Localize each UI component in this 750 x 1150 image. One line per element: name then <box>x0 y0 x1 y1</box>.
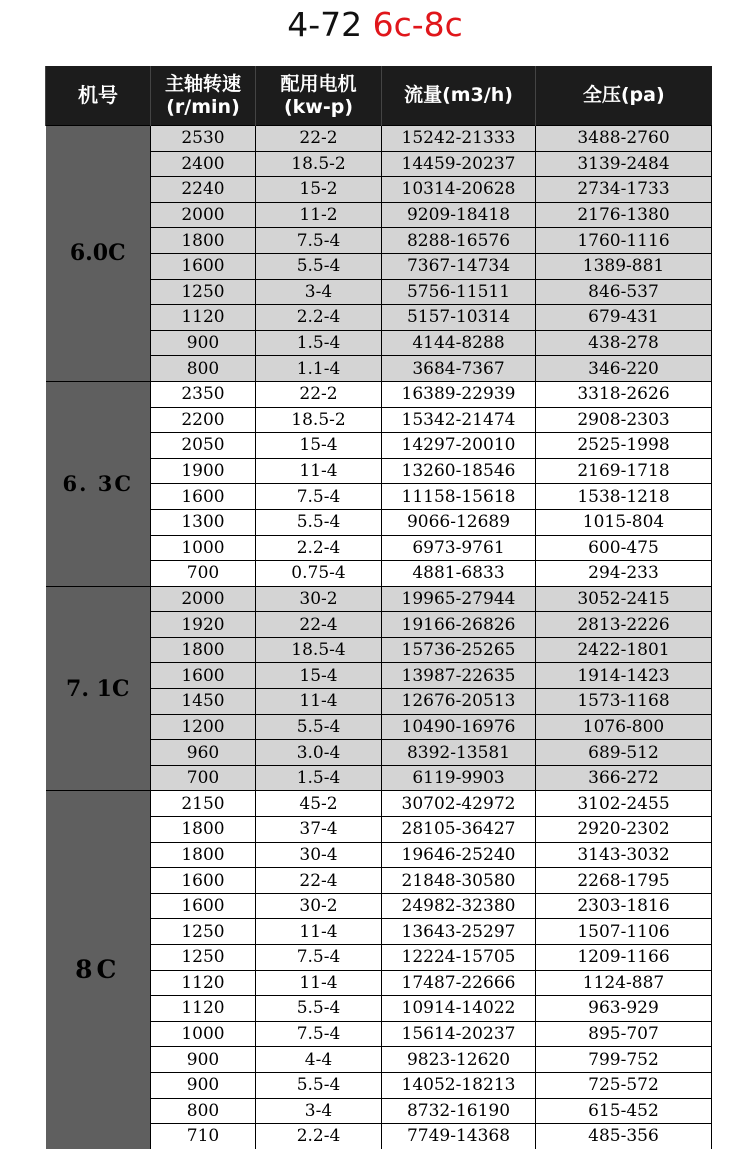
flow-cell: 5157-10314 <box>382 305 536 331</box>
title-range: 6c-8c <box>372 5 463 44</box>
motor-cell: 18.5-2 <box>256 407 382 433</box>
pressure-cell: 3318-2626 <box>536 381 712 407</box>
speed-cell: 800 <box>151 1098 256 1124</box>
motor-cell: 7.5-4 <box>256 945 382 971</box>
pressure-cell: 438-278 <box>536 330 712 356</box>
speed-cell: 2000 <box>151 202 256 228</box>
speed-cell: 2050 <box>151 433 256 459</box>
flow-cell: 16389-22939 <box>382 381 536 407</box>
machine-number-cell: 7. 1C <box>46 586 151 791</box>
pressure-cell: 846-537 <box>536 279 712 305</box>
flow-cell: 24982-32380 <box>382 893 536 919</box>
flow-cell: 19646-25240 <box>382 842 536 868</box>
pressure-cell: 1538-1218 <box>536 484 712 510</box>
speed-cell: 1120 <box>151 996 256 1022</box>
header-speed-unit: (r/min) <box>166 95 240 118</box>
speed-cell: 2400 <box>151 151 256 177</box>
header-motor-label: 配用电机 <box>280 72 357 95</box>
motor-cell: 11-4 <box>256 919 382 945</box>
motor-cell: 15-4 <box>256 433 382 459</box>
pressure-cell: 2176-1380 <box>536 202 712 228</box>
flow-cell: 10490-16976 <box>382 714 536 740</box>
motor-cell: 5.5-4 <box>256 714 382 740</box>
motor-cell: 45-2 <box>256 791 382 817</box>
speed-cell: 1600 <box>151 484 256 510</box>
flow-cell: 12224-15705 <box>382 945 536 971</box>
flow-cell: 19166-26826 <box>382 612 536 638</box>
motor-cell: 5.5-4 <box>256 996 382 1022</box>
pressure-cell: 2525-1998 <box>536 433 712 459</box>
speed-cell: 2350 <box>151 381 256 407</box>
flow-cell: 6973-9761 <box>382 535 536 561</box>
header-motor-unit: (kw-p) <box>283 95 354 118</box>
motor-cell: 1.5-4 <box>256 765 382 791</box>
speed-cell: 1450 <box>151 689 256 715</box>
flow-cell: 13260-18546 <box>382 458 536 484</box>
pressure-cell: 725-572 <box>536 1072 712 1098</box>
speed-cell: 2240 <box>151 177 256 203</box>
motor-cell: 2.2-4 <box>256 535 382 561</box>
speed-cell: 1600 <box>151 253 256 279</box>
flow-cell: 15614-20237 <box>382 1021 536 1047</box>
motor-cell: 7.5-4 <box>256 484 382 510</box>
motor-cell: 11-2 <box>256 202 382 228</box>
machine-number-cell: 6.0C <box>46 126 151 382</box>
motor-cell: 1.5-4 <box>256 330 382 356</box>
table-row <box>46 381 712 407</box>
pressure-cell: 3102-2455 <box>536 791 712 817</box>
header-motor <box>256 66 382 126</box>
motor-cell: 5.5-4 <box>256 1072 382 1098</box>
header-flow: 流量(m3/h) <box>382 66 536 126</box>
flow-cell: 12676-20513 <box>382 689 536 715</box>
motor-cell: 30-2 <box>256 586 382 612</box>
flow-cell: 6119-9903 <box>382 765 536 791</box>
pressure-cell: 1015-804 <box>536 509 712 535</box>
flow-cell: 8732-16190 <box>382 1098 536 1124</box>
table-row <box>46 586 712 612</box>
table-row <box>46 791 712 817</box>
flow-cell: 15242-21333 <box>382 126 536 152</box>
motor-cell: 15-4 <box>256 663 382 689</box>
pressure-cell: 689-512 <box>536 740 712 766</box>
speed-cell: 900 <box>151 1072 256 1098</box>
speed-cell: 2530 <box>151 126 256 152</box>
motor-cell: 22-2 <box>256 381 382 407</box>
header-speed-label: 主轴转速 <box>164 72 241 95</box>
motor-cell: 30-4 <box>256 842 382 868</box>
flow-cell: 7749-14368 <box>382 1124 536 1149</box>
speed-cell: 700 <box>151 561 256 587</box>
fan-spec-table <box>45 66 712 1149</box>
pressure-cell: 366-272 <box>536 765 712 791</box>
speed-cell: 1800 <box>151 817 256 843</box>
pressure-cell: 1914-1423 <box>536 663 712 689</box>
pressure-cell: 615-452 <box>536 1098 712 1124</box>
pressure-cell: 963-929 <box>536 996 712 1022</box>
flow-cell: 7367-14734 <box>382 253 536 279</box>
speed-cell: 800 <box>151 356 256 382</box>
motor-cell: 5.5-4 <box>256 253 382 279</box>
motor-cell: 7.5-4 <box>256 1021 382 1047</box>
speed-cell: 1250 <box>151 919 256 945</box>
motor-cell: 37-4 <box>256 817 382 843</box>
speed-cell: 2000 <box>151 586 256 612</box>
pressure-cell: 895-707 <box>536 1021 712 1047</box>
speed-cell: 1300 <box>151 509 256 535</box>
pressure-cell: 2303-1816 <box>536 893 712 919</box>
speed-cell: 900 <box>151 1047 256 1073</box>
pressure-cell: 1124-887 <box>536 970 712 996</box>
speed-cell: 900 <box>151 330 256 356</box>
table-body <box>46 126 712 1149</box>
motor-cell: 5.5-4 <box>256 509 382 535</box>
page-title <box>0 2 750 60</box>
pressure-cell: 2169-1718 <box>536 458 712 484</box>
speed-cell: 2200 <box>151 407 256 433</box>
pressure-cell: 485-356 <box>536 1124 712 1149</box>
flow-cell: 14297-20010 <box>382 433 536 459</box>
pressure-cell: 346-220 <box>536 356 712 382</box>
flow-cell: 5756-11511 <box>382 279 536 305</box>
flow-cell: 9066-12689 <box>382 509 536 535</box>
speed-cell: 1200 <box>151 714 256 740</box>
flow-cell: 14052-18213 <box>382 1072 536 1098</box>
flow-cell: 21848-30580 <box>382 868 536 894</box>
header-machine: 机号 <box>46 66 151 126</box>
flow-cell: 17487-22666 <box>382 970 536 996</box>
pressure-cell: 1760-1116 <box>536 228 712 254</box>
speed-cell: 960 <box>151 740 256 766</box>
pressure-cell: 3488-2760 <box>536 126 712 152</box>
speed-cell: 1250 <box>151 279 256 305</box>
pressure-cell: 2734-1733 <box>536 177 712 203</box>
speed-cell: 700 <box>151 765 256 791</box>
motor-cell: 22-4 <box>256 612 382 638</box>
machine-number-cell: 6. 3C <box>46 381 151 586</box>
pressure-cell: 3139-2484 <box>536 151 712 177</box>
flow-cell: 9823-12620 <box>382 1047 536 1073</box>
pressure-cell: 3052-2415 <box>536 586 712 612</box>
speed-cell: 1600 <box>151 663 256 689</box>
motor-cell: 30-2 <box>256 893 382 919</box>
flow-cell: 10314-20628 <box>382 177 536 203</box>
motor-cell: 0.75-4 <box>256 561 382 587</box>
table-header <box>46 66 712 126</box>
pressure-cell: 1076-800 <box>536 714 712 740</box>
flow-cell: 14459-20237 <box>382 151 536 177</box>
pressure-cell: 2920-2302 <box>536 817 712 843</box>
flow-cell: 4144-8288 <box>382 330 536 356</box>
motor-cell: 1.1-4 <box>256 356 382 382</box>
pressure-cell: 679-431 <box>536 305 712 331</box>
speed-cell: 710 <box>151 1124 256 1149</box>
pressure-cell: 1209-1166 <box>536 945 712 971</box>
speed-cell: 1120 <box>151 970 256 996</box>
machine-number-cell: 8C <box>46 791 151 1149</box>
speed-cell: 1920 <box>151 612 256 638</box>
flow-cell: 3684-7367 <box>382 356 536 382</box>
speed-cell: 1800 <box>151 842 256 868</box>
flow-cell: 11158-15618 <box>382 484 536 510</box>
pressure-cell: 1507-1106 <box>536 919 712 945</box>
motor-cell: 4-4 <box>256 1047 382 1073</box>
motor-cell: 22-4 <box>256 868 382 894</box>
motor-cell: 15-2 <box>256 177 382 203</box>
motor-cell: 3-4 <box>256 1098 382 1124</box>
flow-cell: 9209-18418 <box>382 202 536 228</box>
header-pressure: 全压(pa) <box>536 66 712 126</box>
motor-cell: 18.5-4 <box>256 637 382 663</box>
pressure-cell: 1573-1168 <box>536 689 712 715</box>
speed-cell: 1800 <box>151 228 256 254</box>
speed-cell: 2150 <box>151 791 256 817</box>
flow-cell: 15736-25265 <box>382 637 536 663</box>
motor-cell: 2.2-4 <box>256 305 382 331</box>
motor-cell: 11-4 <box>256 458 382 484</box>
table-row <box>46 126 712 152</box>
motor-cell: 7.5-4 <box>256 228 382 254</box>
pressure-cell: 2268-1795 <box>536 868 712 894</box>
motor-cell: 18.5-2 <box>256 151 382 177</box>
speed-cell: 1900 <box>151 458 256 484</box>
pressure-cell: 3143-3032 <box>536 842 712 868</box>
pressure-cell: 600-475 <box>536 535 712 561</box>
flow-cell: 13987-22635 <box>382 663 536 689</box>
speed-cell: 1800 <box>151 637 256 663</box>
speed-cell: 1600 <box>151 893 256 919</box>
flow-cell: 15342-21474 <box>382 407 536 433</box>
flow-cell: 19965-27944 <box>382 586 536 612</box>
speed-cell: 1000 <box>151 1021 256 1047</box>
motor-cell: 3.0-4 <box>256 740 382 766</box>
motor-cell: 2.2-4 <box>256 1124 382 1149</box>
pressure-cell: 2813-2226 <box>536 612 712 638</box>
flow-cell: 13643-25297 <box>382 919 536 945</box>
flow-cell: 10914-14022 <box>382 996 536 1022</box>
speed-cell: 1120 <box>151 305 256 331</box>
pressure-cell: 2908-2303 <box>536 407 712 433</box>
pressure-cell: 1389-881 <box>536 253 712 279</box>
flow-cell: 4881-6833 <box>382 561 536 587</box>
speed-cell: 1250 <box>151 945 256 971</box>
header-speed <box>151 66 256 126</box>
motor-cell: 22-2 <box>256 126 382 152</box>
flow-cell: 8392-13581 <box>382 740 536 766</box>
flow-cell: 8288-16576 <box>382 228 536 254</box>
speed-cell: 1600 <box>151 868 256 894</box>
motor-cell: 3-4 <box>256 279 382 305</box>
flow-cell: 30702-42972 <box>382 791 536 817</box>
motor-cell: 11-4 <box>256 689 382 715</box>
pressure-cell: 2422-1801 <box>536 637 712 663</box>
pressure-cell: 799-752 <box>536 1047 712 1073</box>
title-model: 4-72 <box>287 5 363 44</box>
motor-cell: 11-4 <box>256 970 382 996</box>
speed-cell: 1000 <box>151 535 256 561</box>
flow-cell: 28105-36427 <box>382 817 536 843</box>
pressure-cell: 294-233 <box>536 561 712 587</box>
